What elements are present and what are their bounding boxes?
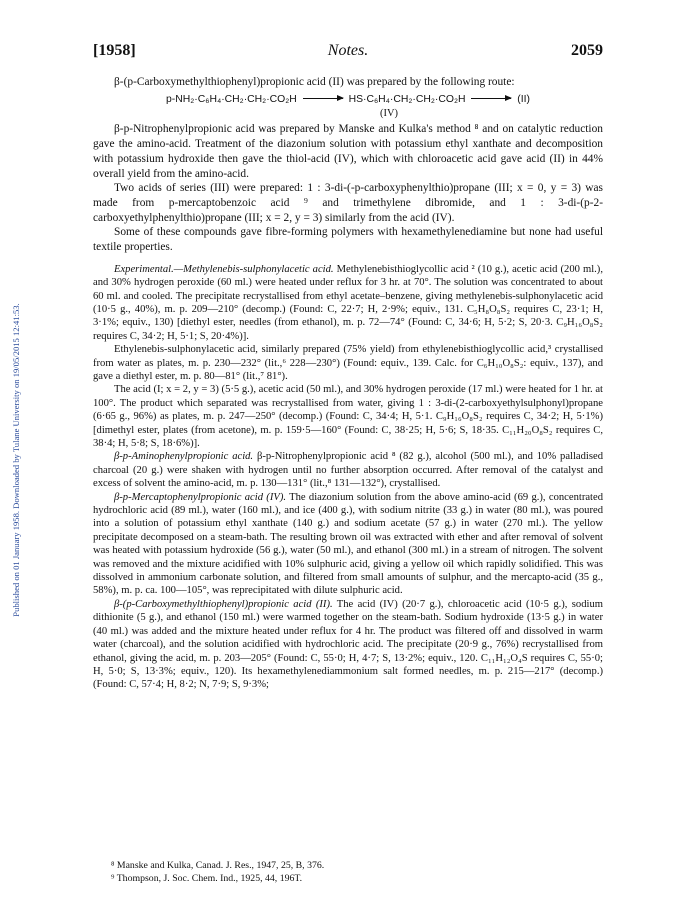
journal-year: [1958] bbox=[93, 42, 136, 59]
experimental-ethylenebis: Ethylenebis-sulphonylacetic acid, similarly prepared (75% yield) from ethylenebisthioglycollic acid,³ crystallised from water as plates, m. p. 230—232° (lit.,⁶ 228—230°) (Found: equiv., 139. Calc. for C₆H₁₀O₈S₂: equiv., 137), and gave a diethyl ester, m. p. 80—81° (lit.,⁷ 81°). bbox=[93, 344, 603, 382]
experimental-mercaptophenyl bbox=[93, 491, 603, 598]
footnote-8: ⁸ Manske and Kulka, Canad. J. Res., 1947, 25, B, 376. bbox=[111, 860, 325, 871]
download-watermark-text: Published on 01 January 1958. Downloaded by Tulane University on 19/05/2015 12:41:53. bbox=[11, 303, 21, 617]
reaction-arrow-icon bbox=[471, 98, 511, 99]
intro-paragraph: β-(p-Carboxymethylthiophenyl)propionic acid (II) was prepared by the following route: bbox=[114, 76, 515, 88]
mercaptophenyl-heading: β-p-Mercaptophenylpropionic acid (IV). bbox=[114, 491, 287, 503]
carboxymethylthio-heading: β-(p-Carboxymethylthiophenyl)propionic acid (II). bbox=[114, 598, 333, 610]
article-body bbox=[93, 75, 603, 692]
aminophenyl-heading: β-p-Aminophenylpropionic acid. bbox=[114, 451, 254, 463]
section-title: Notes. bbox=[327, 42, 369, 59]
experimental-aminophenyl-text: β-p-Nitrophenylpropionic acid ⁸ (82 g.), alcohol (500 ml.), and 10% palladised charcoal (20 g.) were shaken with hydrogen until no further absorption occurred. After removal of the catalyst and excess of solvent the amino-acid, m. p. 130—131° (lit.,⁸ 131—132°), crystallised. bbox=[93, 451, 603, 490]
download-watermark bbox=[10, 150, 22, 770]
reaction-route bbox=[93, 93, 603, 121]
route-reactant: p-NH₂·C₆H₄·CH₂·CH₂·CO₂H bbox=[166, 93, 297, 105]
footnote-9: ⁹ Thompson, J. Soc. Chem. Ind., 1925, 44, 196T. bbox=[111, 872, 303, 884]
route-product: (II) bbox=[517, 93, 530, 105]
route-intermediate-label: (IV) bbox=[380, 108, 398, 120]
page-number: 2059 bbox=[571, 42, 603, 59]
experimental-carboxymethylthio-text: The acid (IV) (20·7 g.), chloroacetic acid (10·5 g.), sodium dithionite (5 g.), and ethanol (150 ml.) were warmed together on the steam-bath. Sodium hydroxide (13·5 g.) in water (40 ml.) was added and the mixture heated under reflux for 4 hr. The product was filtered off and dissolved in warm water (charcoal), and the solution acidified with hydrochloric acid. The precipitate (20·9 g., 76%) recrystallised from ethanol, giving the acid, m. p. 203—205° (Found: C, 55·0; H, 4·7; S, 13·2%; equiv., 120. C₁₁H₁₂O₄S requires C, 55·0; H, 5·0; S, 13·3%; equiv., 120). Its hexamethylenediammonium salt formed needles, m. p. 215—217° (decomp.) (Found: C, 57·4; H, 8·2; N, 7·9; S, 9·3%; bbox=[93, 598, 603, 691]
experimental-section bbox=[93, 263, 603, 692]
footnotes bbox=[93, 860, 603, 885]
route-intermediate: HS·C₆H₄·CH₂·CH₂·CO₂H bbox=[348, 93, 466, 105]
experimental-heading: Experimental.—Methylenebis-sulphonylacetic acid. bbox=[114, 263, 334, 275]
experimental-mercaptophenyl-text: The diazonium solution from the above amino-acid (69 g.), concentrated hydrochloric acid (89 ml.), water (160 ml.), and ice (400 g.), with sodium nitrite (33 g.) in water (80 ml.), was poured into a solution of potassium ethyl xanthate (140 g.) and sodium acetate (57 g.) in water (270 ml.). The yellow precipitate decomposed on a steam-bath. The resulting brown oil was extracted with ether and after removal of solvent was heated with potassium hydroxide (56 g.), water (50 ml.), and ethanol (300 ml.) in a stream of nitrogen. The solvent was removed and the mixture acidified with 10% sulphuric acid, giving a yellow oil which rapidly solidified. This was dissolved in ammonium carbonate solution, and filtered from small amounts of sulphur, and the mercapto-acid (35 g., 58%), m. p. ca. 100—105°, was reprecipitated with dilute sulphuric acid. bbox=[93, 491, 603, 597]
experimental-methylenebis-text: Methylenebisthioglycollic acid ² (10 g.), acetic acid (200 ml.), and 30% hydrogen peroxide (60 ml.) were heated under reflux for 3 hr. at 70°. The solution was concentrated to about 60 ml. and cooled. The precipitate recrystallised from ethyl acetate–benzene, giving methylenebis-sulphonylacetic acid (10·5 g., 40%), m. p. 209—210° (decomp.) (Found: C, 22·7; H, 2·9%; equiv., 131. C₅H₈O₈S₂ requires C, 23·1; H, 3·1%; equiv., 130) [diethyl ester, needles (from ethanol), m. p. 72—74° (Found: C, 34·6; H, 5·2; S, 20·3. C₉H₁₆O₈S₂ requires C, 34·2; H, 5·1; S, 20·4%)]. bbox=[93, 263, 603, 342]
experimental-carboxymethylthio bbox=[93, 598, 603, 692]
experimental-aminophenyl bbox=[93, 450, 603, 490]
paragraph-polymers: Some of these compounds gave fibre-forming polymers with hexamethylenediamine but none had useful textile properties. bbox=[93, 226, 603, 254]
paragraph-series-iii: Two acids of series (III) were prepared: 1 : 3-di-(-p-carboxyphenylthio)propane (III; x = 0, y = 3) was made from p-mercaptobenzoic acid ⁹ and trimethylene dibromide, and 1 : 3-di-(p-2-carboxyethylphenylthio)propane (III; x = 2, y = 3) similarly from the acid (IV). bbox=[93, 182, 603, 224]
reaction-arrow-icon bbox=[303, 98, 343, 99]
experimental-methylenebis bbox=[93, 263, 603, 343]
paragraph-nitrophenyl: β-p-Nitrophenylpropionic acid was prepared by Manske and Kulka's method ⁸ and on catalytic reduction gave the amino-acid. Treatment of the diazonium solution with potassium ethyl xanthate and decomposition with potassium hydroxide then gave the thiol-acid (IV), which with chloroacetic acid gave acid (II) in 44% overall yield from the amino-acid. bbox=[93, 123, 603, 180]
experimental-acid-i: The acid (I; x = 2, y = 3) (5·5 g.), acetic acid (50 ml.), and 30% hydrogen peroxide (17 ml.) were heated for 1 hr. at 100°. The product which separated was recrystallised from water, giving 1 : 3-di-(2-carboxyethylsulphonyl)propane (6·65 g., 96%) as plates, m. p. 247—250° (decomp.) (Found: C, 34·4; H, 5·1. C₉H₁₆O₈S₂ requires C, 34·2; H, 5·1%) [dimethyl ester, plates (from acetone), m. p. 159·5—160° (Found: C, 38·25; H, 5·6; S, 18·35. C₁₁H₂₀O₈S₂ requires C, 38·4; H, 5·8; S, 18·6%)]. bbox=[93, 384, 603, 450]
page-header bbox=[93, 42, 603, 66]
